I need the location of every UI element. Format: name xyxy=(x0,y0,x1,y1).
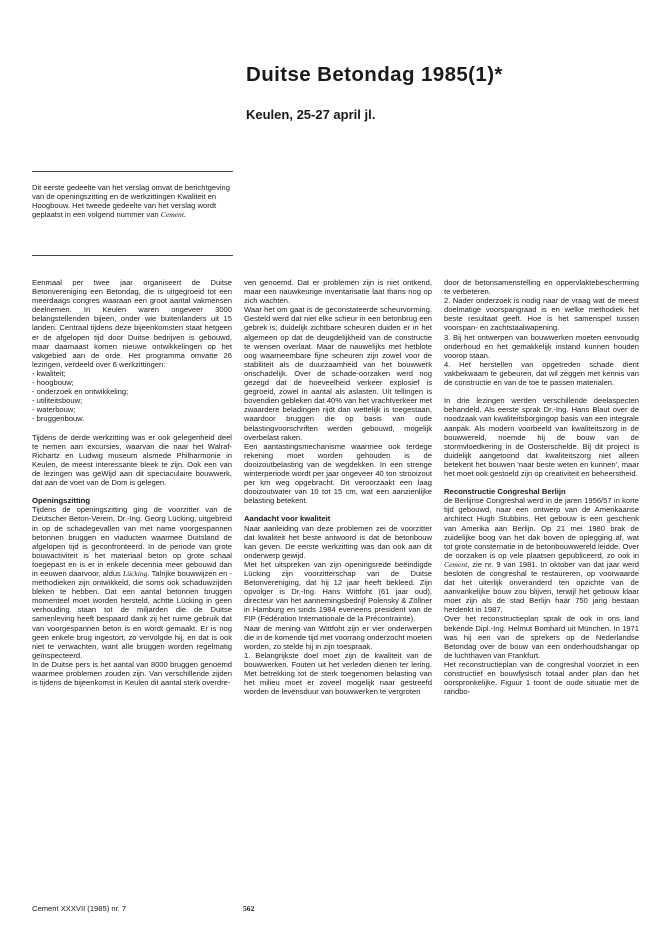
paragraph: 3. Bij het ontwerpen van bouwwerken moeten eenvoudig onderhoud en het gemakkelijk instand kunnen houden voorop staan. xyxy=(444,332,639,360)
column-3 xyxy=(444,278,639,696)
section-heading: Openingszitting xyxy=(32,496,91,506)
article-title: Duitse Betondag 1985(1)* xyxy=(246,63,503,86)
paragraph: Waar het om gaat is de geconstateerde scheurvorming. Gesteld werd dat niet elke scheur in een betonbrug een gebrek is; duidelijk zichtbare scheuren duiden er in het algemeen op dat de deugdelijkheid van de constructie te wensen overlaat. Maar de nauwelijks met hetblote oog waarneembare fijne scheuren zijn zowel voor de stabiliteit als de duurzaamheid van het bouwwerk onschadelijk. Over de schade-oorzaken werd nog gezegd dat de hoeveelheid verkeer explosief is gegroeid, zowel in aantal als aslasten. Uit tellingen is bovendien gebleken dat 40% van het vrachtverkeer met zwaardere beladingen rijdt dan wettelijk is toegestaan, waardoor bruggen die op basis van oude belastingvoorschriften werden gebouwd, mogelijk overbelast raken. xyxy=(244,305,432,442)
magazine-name-italic: Cement xyxy=(444,559,468,569)
column-2 xyxy=(244,278,432,696)
intro-text: Dit eerste gedeelte van het verslag omvat de berichtgeving van de openingszitting en de werkzittingen Kwaliteit en Hoogbouw. Het tweede gedeelte van het verslag wordt geplaatst in een volgend nummer van xyxy=(32,183,230,220)
text-run: de Berlijnse Congreshal werd in de jaren 1956/57 in korte tijd gebouwd, naar een ontwerp van de Amerikaanse architect Hugh Stubbins. Het gebouw is een geschenk van Amerika aan Berlijn. Op 21 mei 1980 brak de zuidelijke boog van het dak boven de oplegging af, wat tot grote consternatie in de betonbouwwereld leidde. Over de oorzaken is op vele plaatsen gepubliceerd, zo ook in xyxy=(444,496,639,560)
paragraph: Met het uitspreken van zijn openingsrede beëindigde Lücking zijn voorzitterschap van de Duitse Betonvereniging, dat hij 12 jaar heeft bekleed. Zijn opvolger is Dr.-Ing. Hans Wittfoht (61 jaar oud), directeur van het aannemingsbedrijf Polensky & Zöllner in Hamburg en sinds 1984 eveneens president van de FIP (Fédération Internationale de la Précontrainte). xyxy=(244,559,432,624)
intro-top-rule xyxy=(32,171,233,172)
list-item: - kwaliteit; xyxy=(32,368,66,378)
column-1 xyxy=(32,278,232,687)
paragraph: 4. Het herstellen van opgetreden schade dient vakbekwaam te gebeuren, dat wil zeggen met kennis van de constructie en van de toe te passen materialen. xyxy=(444,359,639,388)
paragraph: In drie lezingen werden verschillende deelaspecten behandeld. Als eerste sprak Dr.-Ing. Hans Blaut over de noodzaak van kwaliteitsborgingop basis van een integrale aanpak. Als modern voorbeeld van kwaliteitszorg in de bouwwereld, noemde hij de bouw van de stormvloedkering in de Oosterschelde. Bij dit project is duidelijk aangetoond dat kwaliteitszorg niet alleen betekent het bouwen ‘naar beste weten en kunnen’, maar het moet ook gestoeld zijn op creativiteit en beheerstheid. xyxy=(444,396,639,478)
name-italic: Lücking xyxy=(123,569,148,578)
paragraph: Naar aanleiding van deze problemen zei de voorzitter dat kwaliteit het beste antwoord is dat de betonbouw kan geven. De eerste werkzitting was dan ook aan dit onderwerp gewijd. xyxy=(244,523,432,560)
section-heading: Aandacht voor kwaliteit xyxy=(244,514,331,524)
paragraph xyxy=(32,505,232,660)
paragraph: 2. Nader onderzoek is nodig naar de vraag wat de meest doelmatige voorspangraad is en welke methodiek het beste resultaat geeft. Hoe is het samenspel tussen voorspan- en zachtstaalwapening. xyxy=(444,296,639,333)
paragraph: Het reconstructieplan van de congreshal voorziet in een constructief en bouwfysisch totaal ander plan dan het oorspronkelijke. Figuur 1 toont de oude situatie met de randbo- xyxy=(444,659,639,697)
intro-box xyxy=(32,183,233,219)
list-item: - utiliteitsbouw; xyxy=(32,396,83,406)
list-item: - hoogbouw; xyxy=(32,378,74,388)
text-run: , zie nr. 9 van 1981. In oktober van dat jaar werd besloten de congreshal te restaureren, op voorwaarde dat het uiterlijk onveranderd ten opzichte van de aanvankelijke bouw zou blijven, terwijl het gebouw klaar moet zijn als de stad Berlijn haar 750 jarig bestaan herdenkt in 1987. xyxy=(444,559,639,615)
page-number: 562 xyxy=(243,904,255,913)
section-heading: Reconstructie Congreshal Berlijn xyxy=(444,487,566,497)
intro-magazine-name: Cement. xyxy=(160,210,186,220)
list-item: - bruggenbouw. xyxy=(32,414,85,424)
paragraph: In de Duitse pers is het aantal van 8000 bruggen genoemd waarmee problemen zouden zijn. Van verschillende zijden is tijdens de bijeenkomst in Keulen dit aantal sterk overdre- xyxy=(32,659,232,688)
text-run: . Talrijke bouwwijzen en -methodieken zijn ontwikkeld, die soms ook schaduwzijden bleken te hebben. Dat een aantal betonnen bruggen momenteel moet worden hersteld, achtte Lücking in geen verhouding staan tot de miljarden die de Duitse samenleving heeft bespaard dank zij het ruime gebruik dat van voorgespannen beton is en wordt gemaakt. Er is nog geen enkele brug ingestort, zo vervolgde hij, en dat is ook niet te verwachten, want alle bruggen worden regelmatig geïnspecteerd. xyxy=(32,569,232,660)
paragraph: Een aantastingsmechanisme waarmee ook terdege rekening moet worden gehouden is de dooizoutbelasting van de wegdekken. In een strenge winterperiode wordt per jaar ongeveer 40 ton strooizout per km weg opgebracht. Dit veroorzaakt een laag dooizoutwater van 10 tot 15 cm, wat een aanzienlijke belasting betekent. xyxy=(244,441,432,506)
list-item: - onderzoek en ontwikkeling; xyxy=(32,387,129,397)
list-item: - waterbouw; xyxy=(32,405,76,415)
session-list xyxy=(32,369,232,424)
journal-citation: Cement XXXVII (1985) nr. 7 xyxy=(32,904,127,913)
paragraph: Naar de mening van Wittfoht zijn er vier onderwerpen die in de komende tijd met voorrang onderzocht moeten worden, zo stelde hij in zijn toespraak. xyxy=(244,623,432,651)
text-run: Tijdens de openingszitting ging de voorzitter van de Deutscher Beton-Verein, Dr.-Ing. Georg Lücking, uitgebreid in op de schadegevallen van met name voorgespannen betonnen bruggen en viaducten waarmee Duitsland de afgelopen tijd is geconfronteerd. In de periode van grote bouwactiviteit is het materiaal beton op grote schaal toegepast en is er in enkele decennia meer gebouwd dan in eeuwen daarvoor, aldus xyxy=(32,505,232,578)
intro-bottom-rule xyxy=(32,255,233,256)
paragraph: Eenmaal per twee jaar organiseert de Duitse Betonvereniging een Betondag, die is uitgegroeid tot een meerdaags congres waaraan een groot aantal vakmensen deelnemen. In Keulen waren ongeveer 3000 belangstellenden bijeen, onder wie buitenlanders uit 15 landen. Centraal tijdens deze bijeenkomsten staat hetgeen er de afgelopen tijd door Duitse bedrijven is gebouwd, maar daarnaast komen nieuwe ontwikkelingen op het vakgebied aan de orde. Het programma omvatte 26 lezingen, verdeeld over 6 werkzittingen: xyxy=(32,278,232,369)
paragraph: door de betonsamenstelling en oppervlaktebescherming te verbeteren. xyxy=(444,278,639,297)
paragraph: Tijdens de derde werkzitting was er ook gelegenheid deel te nemen aan excursies, waarvan die naar het Walraf-Richartz en Ludwig museum alsmede Philharmonie in Keulen, de meest interessante bleek te zijn. Ook een van de lezingen was geWijd aan dit spectaculaire bouwwerk, dat aan de voet van de Dom is gelegen. xyxy=(32,432,232,488)
paragraph: ven genoemd. Dat er problemen zijn is niet ontkend, maar een nauwkeurige inventarisatie laat thans nog op zich wachten. xyxy=(244,278,432,306)
paragraph: Over het reconstructieplan sprak de ook in ons land bekende Dipl.-Ing. Helmut Bomhard uit München. In 1971 was hij een van de sprekers op de Nederlandse Betondag over de bouw van een onderhoudshangar op de luchthaven van Frankfurt. xyxy=(444,614,639,660)
paragraph xyxy=(444,496,639,614)
article-subtitle: Keulen, 25-27 april jl. xyxy=(246,107,376,122)
paragraph: 1. Belangrijkste doel moet zijn de kwaliteit van de bouwwerken. Fouten uit het verleden dienen ter lering. Met betrekking tot de sterk toegenomen belasting van het milieu moet er zoveel mogelijk naar gestreefd worden de levensduur van bouwwerken te vergroten xyxy=(244,650,432,697)
